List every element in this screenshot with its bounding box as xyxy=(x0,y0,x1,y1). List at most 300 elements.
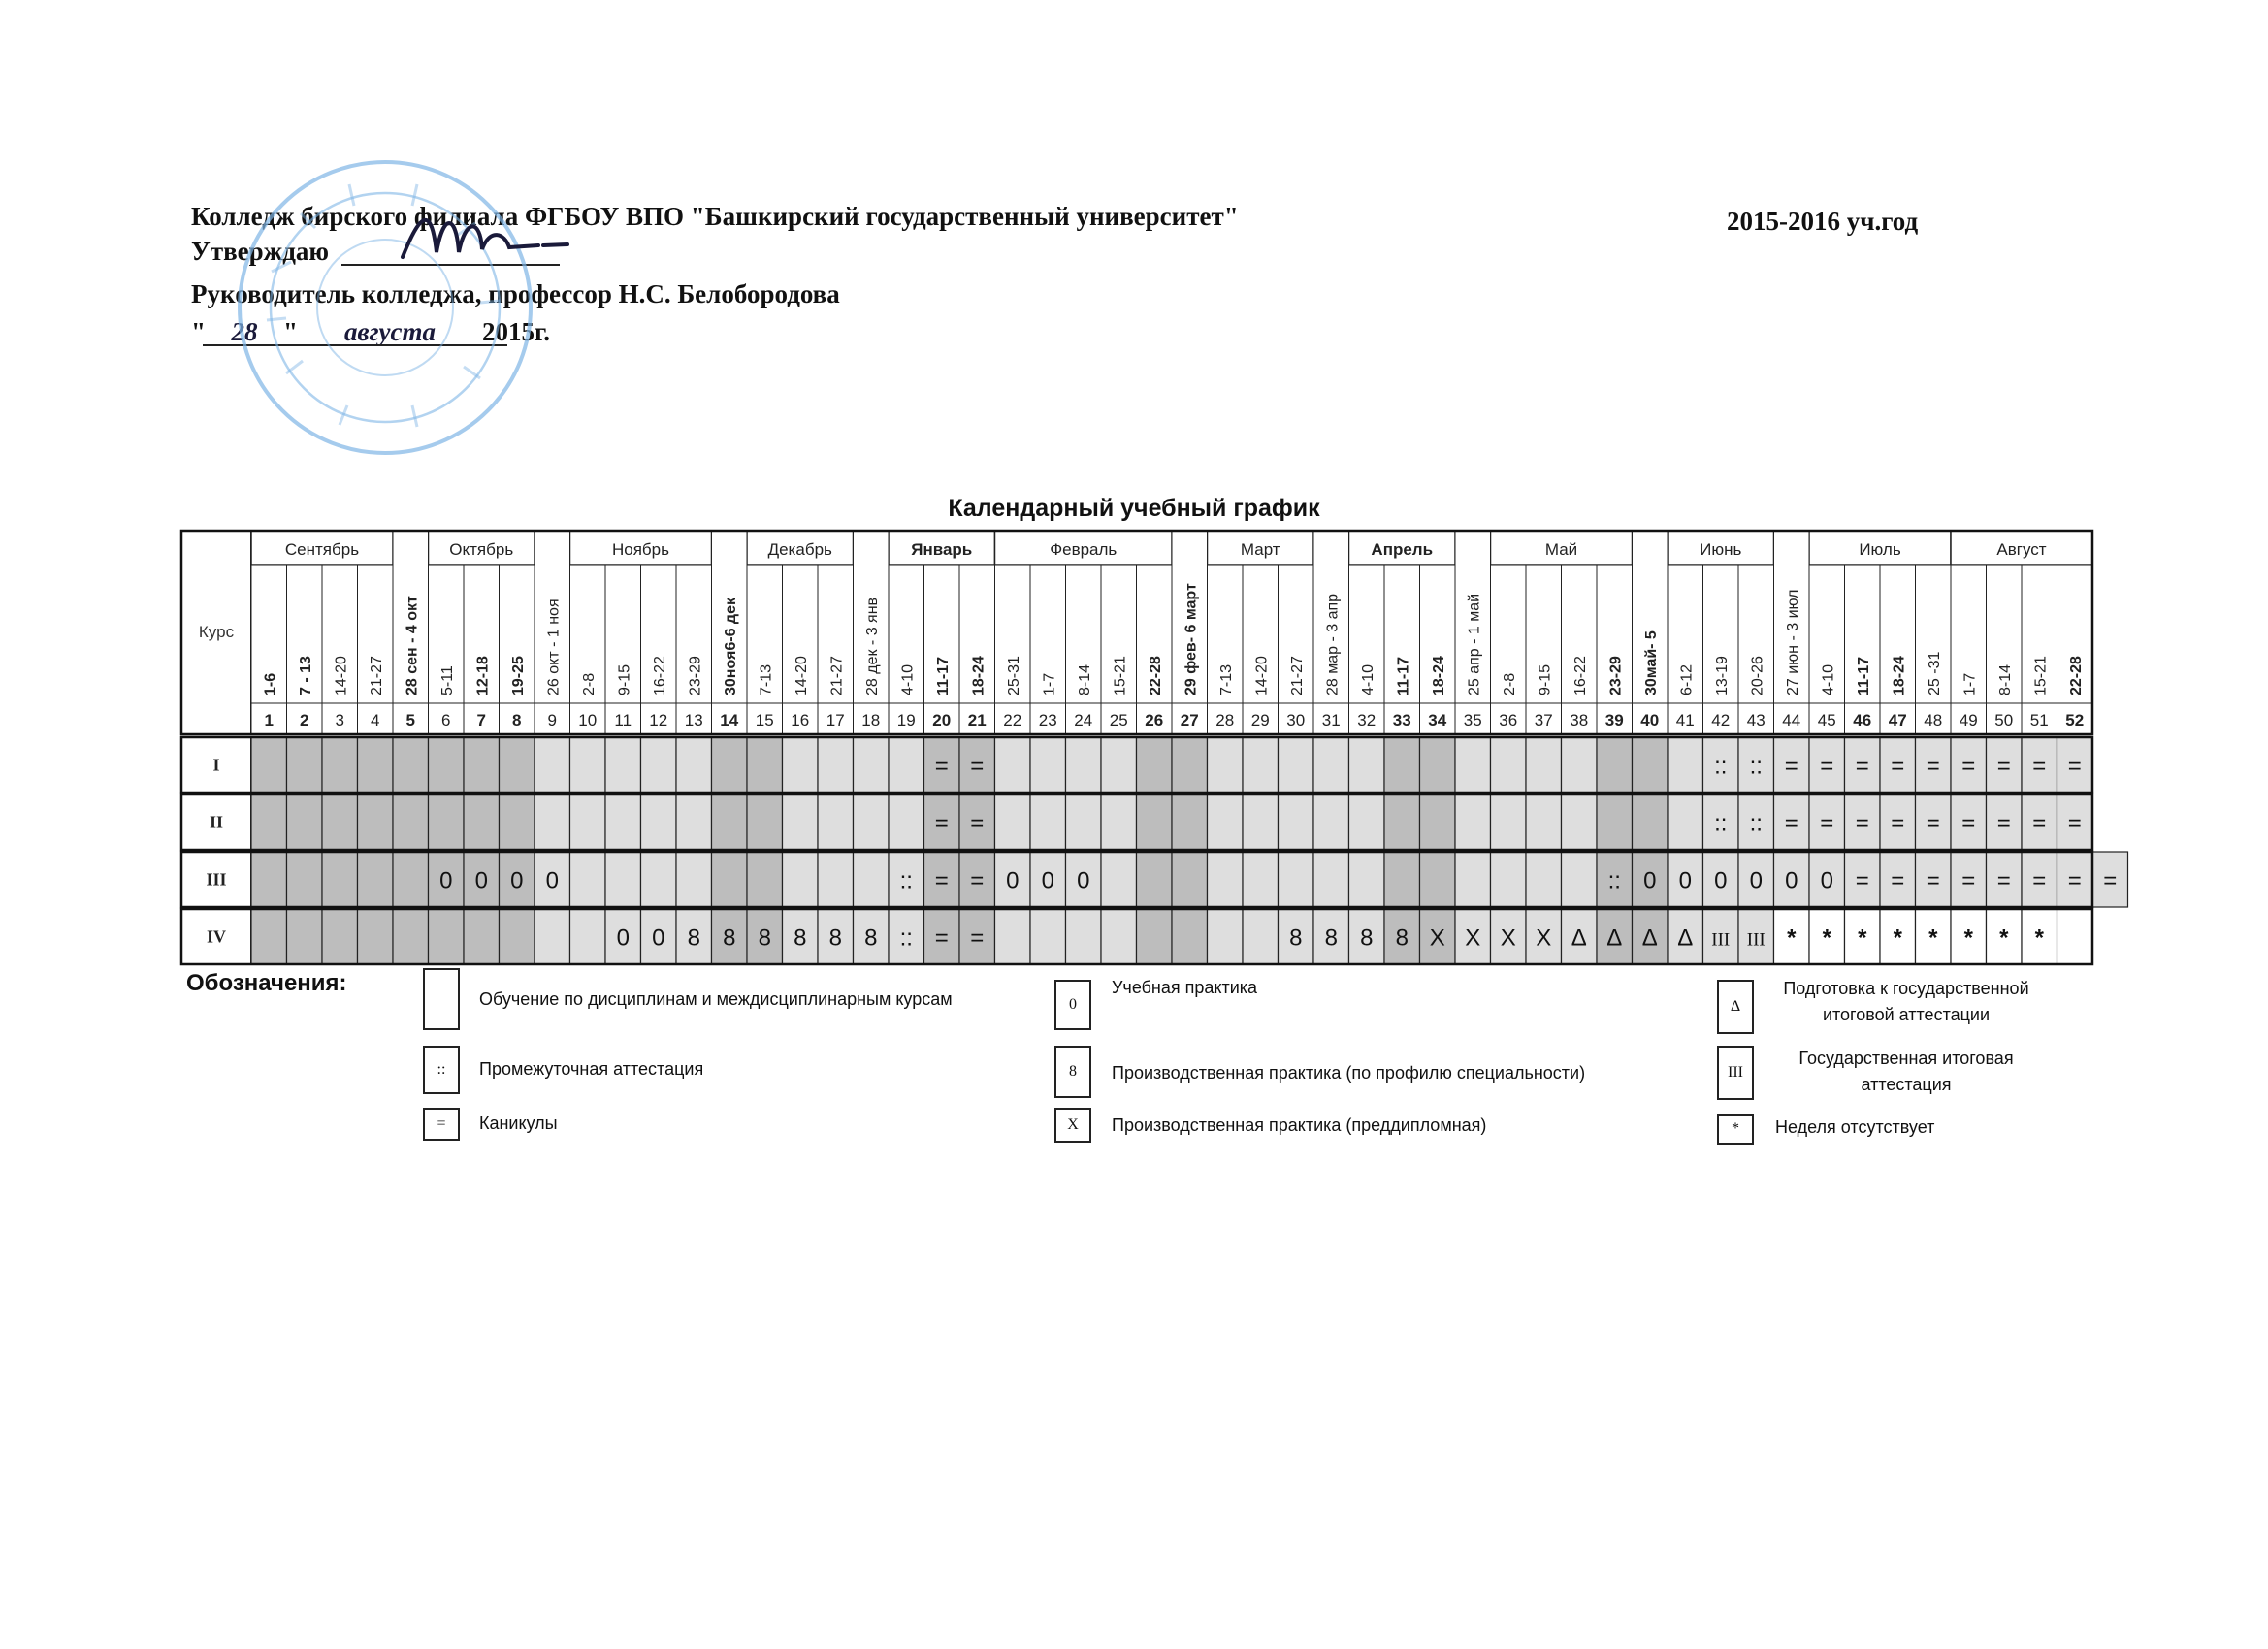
week-label: 5-11 xyxy=(438,665,456,695)
schedule-mark: X xyxy=(1465,924,1481,952)
legend-text-no-week: Неделя отсутствует xyxy=(1775,1117,1935,1137)
week-label: 2-8 xyxy=(580,672,598,695)
schedule-cell xyxy=(1137,852,1173,907)
week-label: 18-24 xyxy=(1430,656,1447,695)
schedule-cell xyxy=(605,794,641,850)
week-number: 8 xyxy=(512,711,522,729)
schedule-mark: 0 xyxy=(1077,867,1090,894)
legend-box-prediploma: X xyxy=(1054,1108,1091,1143)
week-number: 11 xyxy=(614,711,632,729)
schedule-cell xyxy=(1066,909,1102,964)
week-label: 9-15 xyxy=(1537,663,1554,695)
week-label: 7-13 xyxy=(1217,663,1235,695)
legend-box-industrial: 8 xyxy=(1054,1046,1091,1098)
schedule-cell xyxy=(464,737,500,792)
week-label: 18-24 xyxy=(970,656,988,695)
schedule-cell xyxy=(676,737,712,792)
schedule-mark: X xyxy=(1429,924,1445,952)
schedule-cell xyxy=(1384,852,1420,907)
schedule-cell xyxy=(251,737,287,792)
schedule-mark: * xyxy=(1822,924,1831,952)
schedule-mark: :: xyxy=(1607,867,1621,894)
schedule-cell xyxy=(995,737,1031,792)
schedule-grid-svg xyxy=(181,531,2118,954)
course-label: IV xyxy=(206,926,227,947)
schedule-cell xyxy=(322,737,358,792)
week-number: 29 xyxy=(1250,711,1270,729)
schedule-cell xyxy=(287,909,323,964)
schedule-cell xyxy=(570,737,606,792)
schedule-cell xyxy=(322,794,358,850)
schedule-mark: :: xyxy=(1749,753,1763,780)
week-number: 47 xyxy=(1888,711,1907,729)
week-label: 1-7 xyxy=(1041,672,1058,695)
schedule-cell xyxy=(1101,794,1137,850)
week-label: 25-31 xyxy=(1005,656,1022,695)
schedule-cell xyxy=(393,737,429,792)
schedule-mark: :: xyxy=(1714,753,1728,780)
schedule-cell xyxy=(1562,794,1598,850)
schedule-cell xyxy=(1668,737,1703,792)
week-label: 16-22 xyxy=(1571,656,1589,695)
schedule-cell xyxy=(1101,909,1137,964)
week-number: 32 xyxy=(1357,711,1377,729)
week-label: 15-21 xyxy=(1112,656,1129,695)
schedule-mark: = xyxy=(1891,810,1905,837)
schedule-mark: 0 xyxy=(1749,867,1763,894)
schedule-cell xyxy=(676,852,712,907)
schedule-cell xyxy=(287,794,323,850)
schedule-cell xyxy=(1562,737,1598,792)
schedule-cell xyxy=(1243,737,1279,792)
schedule-cell xyxy=(429,909,465,964)
schedule-mark: = xyxy=(1961,810,1976,837)
schedule-cell xyxy=(641,737,677,792)
schedule-mark: = xyxy=(1926,867,1940,894)
schedule-cell xyxy=(818,794,854,850)
schedule-mark: = xyxy=(1820,753,1834,780)
week-label: 4-10 xyxy=(1359,663,1377,695)
schedule-cell xyxy=(1137,737,1173,792)
week-label: 30май- 5 xyxy=(1642,630,1660,695)
week-label: 27 июн - 3 июл xyxy=(1784,589,1801,695)
schedule-mark: = xyxy=(934,867,949,894)
schedule-cell xyxy=(641,794,677,850)
week-number: 4 xyxy=(371,711,380,729)
week-number: 38 xyxy=(1570,711,1589,729)
week-number: 40 xyxy=(1640,711,1660,729)
legend-box-practice: 0 xyxy=(1054,980,1091,1030)
schedule-cell xyxy=(1208,909,1244,964)
month-label: Ноябрь xyxy=(612,540,669,559)
week-number: 3 xyxy=(335,711,344,729)
schedule-mark: = xyxy=(2032,753,2047,780)
schedule-mark: * xyxy=(1963,924,1973,952)
course-label: II xyxy=(209,812,224,832)
schedule-cell xyxy=(1633,794,1669,850)
schedule-mark: = xyxy=(934,924,949,952)
schedule-mark: = xyxy=(1961,867,1976,894)
schedule-cell xyxy=(287,852,323,907)
legend-text-interim: Промежуточная аттестация xyxy=(479,1059,704,1079)
week-number: 1 xyxy=(264,711,274,729)
schedule-cell xyxy=(358,909,394,964)
schedule-cell xyxy=(1279,737,1314,792)
schedule-cell xyxy=(322,852,358,907)
schedule-cell xyxy=(500,737,535,792)
schedule-mark: 0 xyxy=(1041,867,1054,894)
week-label: 9-15 xyxy=(616,663,633,695)
schedule-cell xyxy=(570,909,606,964)
week-number: 16 xyxy=(791,711,810,729)
schedule-mark: = xyxy=(934,810,949,837)
schedule-mark: 0 xyxy=(1678,867,1692,894)
schedule-cell xyxy=(1172,909,1208,964)
week-number: 18 xyxy=(861,711,881,729)
schedule-cell xyxy=(1349,852,1385,907)
schedule-cell xyxy=(995,794,1031,850)
schedule-mark: = xyxy=(1784,810,1798,837)
schedule-mark: 8 xyxy=(1289,924,1303,952)
date-quote-open: " xyxy=(191,317,206,346)
schedule-cell xyxy=(1384,737,1420,792)
schedule-cell xyxy=(1172,794,1208,850)
schedule-mark: = xyxy=(1855,753,1869,780)
week-number: 5 xyxy=(405,711,415,729)
schedule-cell xyxy=(251,852,287,907)
legend-box-gia: III xyxy=(1717,1046,1754,1100)
week-label: 4-10 xyxy=(1820,663,1837,695)
week-number: 15 xyxy=(755,711,774,729)
week-label: 21-27 xyxy=(1288,656,1306,695)
schedule-cell xyxy=(570,852,606,907)
schedule-mark: 0 xyxy=(1820,867,1833,894)
week-label: 21-27 xyxy=(368,656,385,695)
schedule-cell xyxy=(358,852,394,907)
schedule-cell xyxy=(1420,794,1456,850)
schedule-mark: 0 xyxy=(616,924,630,952)
schedule-cell xyxy=(1491,794,1527,850)
week-label: 23-29 xyxy=(1607,656,1625,695)
schedule-cell xyxy=(1349,737,1385,792)
month-label: Сентябрь xyxy=(284,540,360,559)
legend-text-industrial: Производственная практика (по профилю специальности) xyxy=(1112,1063,1586,1083)
legend-title: Обозначения: xyxy=(186,970,347,996)
schedule-mark: = xyxy=(1855,810,1869,837)
schedule-mark: * xyxy=(1787,924,1797,952)
schedule-cell xyxy=(287,737,323,792)
week-label: 1-6 xyxy=(262,672,279,695)
week-number: 35 xyxy=(1463,711,1482,729)
legend-text-holidays: Каникулы xyxy=(479,1114,558,1133)
schedule-mark: 0 xyxy=(545,867,559,894)
schedule-cell xyxy=(1030,737,1066,792)
schedule-cell xyxy=(1491,737,1527,792)
schedule-mark: :: xyxy=(899,924,913,952)
schedule-cell xyxy=(676,794,712,850)
schedule-cell xyxy=(1030,794,1066,850)
schedule-cell xyxy=(535,909,570,964)
schedule-mark: Δ xyxy=(1606,924,1623,952)
schedule-cell xyxy=(1526,737,1562,792)
week-label: 11-17 xyxy=(1395,656,1412,695)
schedule-mark: 8 xyxy=(864,924,878,952)
schedule-mark: = xyxy=(970,810,985,837)
schedule-cell xyxy=(747,737,783,792)
schedule-cell xyxy=(1526,852,1562,907)
schedule-cell xyxy=(393,794,429,850)
schedule-cell xyxy=(712,737,748,792)
schedule-mark: = xyxy=(1961,753,1976,780)
schedule-cell xyxy=(1313,852,1349,907)
legend-text-gia-prep-line2: итоговой аттестации xyxy=(1822,1005,1991,1024)
week-number: 6 xyxy=(441,711,451,729)
schedule-mark: = xyxy=(970,924,985,952)
schedule-cell xyxy=(747,794,783,850)
schedule-mark: = xyxy=(2067,867,2082,894)
schedule-mark: = xyxy=(2067,810,2082,837)
schedule-mark: = xyxy=(1926,753,1940,780)
week-number: 46 xyxy=(1853,711,1872,729)
schedule-cell xyxy=(429,794,465,850)
schedule-mark: 0 xyxy=(1643,867,1657,894)
week-number: 36 xyxy=(1499,711,1518,729)
month-label: Июнь xyxy=(1700,540,1742,559)
week-number: 48 xyxy=(1924,711,1943,729)
week-number: 19 xyxy=(896,711,916,729)
schedule-cell xyxy=(712,852,748,907)
schedule-mark: 0 xyxy=(510,867,524,894)
schedule-mark: III xyxy=(1746,929,1766,951)
schedule-cell xyxy=(1526,794,1562,850)
legend-box-gia-prep: Δ xyxy=(1717,980,1754,1034)
legend-box-study xyxy=(423,968,460,1030)
schedule-mark: 0 xyxy=(439,867,453,894)
month-label: Февраль xyxy=(1050,540,1118,559)
schedule-mark: 0 xyxy=(474,867,488,894)
schedule-cell xyxy=(605,852,641,907)
week-number: 31 xyxy=(1321,711,1341,729)
schedule-cell xyxy=(251,909,287,964)
schedule-cell xyxy=(1137,794,1173,850)
schedule-cell xyxy=(1420,852,1456,907)
schedule-mark: 8 xyxy=(794,924,807,952)
schedule-cell xyxy=(464,909,500,964)
week-number: 39 xyxy=(1604,711,1624,729)
legend-text-gia-prep-line1: Подготовка к государственной xyxy=(1783,979,2029,998)
week-number: 2 xyxy=(300,711,309,729)
schedule-cell xyxy=(393,852,429,907)
schedule-cell xyxy=(605,737,641,792)
schedule-cell xyxy=(1101,737,1137,792)
schedule-mark: * xyxy=(1999,924,2009,952)
schedule-cell xyxy=(783,737,819,792)
month-label: Октябрь xyxy=(449,540,514,559)
week-number: 23 xyxy=(1038,711,1057,729)
schedule-cell xyxy=(1455,794,1491,850)
schedule-cell xyxy=(1633,737,1669,792)
week-label: 25 апр - 1 май xyxy=(1466,593,1483,695)
schedule-mark: Δ xyxy=(1677,924,1694,952)
week-number: 50 xyxy=(1994,711,2014,729)
schedule-cell xyxy=(1455,852,1491,907)
week-label: 28 сен - 4 окт xyxy=(404,596,421,695)
schedule-mark: = xyxy=(1996,867,2011,894)
schedule-cell xyxy=(783,794,819,850)
schedule-mark: 8 xyxy=(1360,924,1374,952)
schedule-mark: 8 xyxy=(723,924,736,952)
month-label: Январь xyxy=(911,540,973,559)
schedule-cell xyxy=(854,794,890,850)
week-label: 30ноя6-6 дек xyxy=(722,598,739,695)
schedule-mark: 8 xyxy=(1324,924,1338,952)
week-number: 24 xyxy=(1074,711,1093,729)
legend-box-interim: :: xyxy=(423,1046,460,1094)
schedule-grid xyxy=(181,531,2118,954)
schedule-mark: = xyxy=(970,867,985,894)
schedule-mark: 0 xyxy=(1006,867,1020,894)
schedule-title: Календарный учебный график xyxy=(948,495,1320,522)
schedule-cell xyxy=(570,794,606,850)
schedule-cell xyxy=(889,737,924,792)
schedule-mark: 8 xyxy=(1395,924,1409,952)
week-label: 21-27 xyxy=(828,656,846,695)
week-label: 18-24 xyxy=(1891,656,1908,695)
week-label: 19-25 xyxy=(509,656,527,695)
schedule-cell xyxy=(1172,852,1208,907)
schedule-mark: = xyxy=(970,753,985,780)
week-number: 28 xyxy=(1215,711,1235,729)
week-number: 20 xyxy=(932,711,952,729)
schedule-mark: = xyxy=(1784,753,1798,780)
week-number: 33 xyxy=(1392,711,1411,729)
schedule-mark: 0 xyxy=(652,924,665,952)
director-line: Руководитель колледжа, профессор Н.С. Белобородова xyxy=(191,279,840,308)
schedule-cell xyxy=(1313,794,1349,850)
week-number: 34 xyxy=(1428,711,1447,729)
week-label: 4-10 xyxy=(899,663,917,695)
month-label: Декабрь xyxy=(767,540,832,559)
week-label: 14-20 xyxy=(333,656,350,695)
course-label: I xyxy=(212,755,220,775)
week-label: 8-14 xyxy=(1076,663,1093,695)
date-year: 2015г. xyxy=(482,317,550,346)
schedule-mark: * xyxy=(1858,924,1867,952)
week-label: 8-14 xyxy=(1996,663,2014,695)
schedule-mark: :: xyxy=(899,867,913,894)
schedule-cell xyxy=(1172,737,1208,792)
schedule-cell xyxy=(641,852,677,907)
week-label: 11-17 xyxy=(934,656,952,695)
schedule-cell xyxy=(535,794,570,850)
week-number: 30 xyxy=(1286,711,1306,729)
schedule-cell xyxy=(1030,909,1066,964)
schedule-cell xyxy=(429,737,465,792)
week-label: 6-12 xyxy=(1678,663,1696,695)
schedule-cell xyxy=(393,909,429,964)
schedule-cell xyxy=(464,794,500,850)
week-label: 2-8 xyxy=(1501,672,1518,695)
week-label: 11-17 xyxy=(1855,656,1872,695)
month-label: Август xyxy=(1996,540,2047,559)
legend-box-holidays: = xyxy=(423,1108,460,1141)
schedule-cell xyxy=(747,852,783,907)
schedule-cell xyxy=(251,794,287,850)
week-label: 23-29 xyxy=(687,656,704,695)
month-label: Июль xyxy=(1859,540,1901,559)
schedule-mark: X xyxy=(1536,924,1552,952)
month-label: Май xyxy=(1544,540,1578,559)
schedule-mark: * xyxy=(1893,924,1902,952)
week-label: 20-26 xyxy=(1749,656,1766,695)
week-label: 12-18 xyxy=(474,656,492,695)
schedule-cell xyxy=(1101,852,1137,907)
schedule-mark: III xyxy=(1711,929,1731,951)
schedule-cell xyxy=(818,737,854,792)
month-label: Апрель xyxy=(1371,540,1434,559)
week-label: 28 дек - 3 янв xyxy=(863,597,881,695)
schedule-cell xyxy=(535,737,570,792)
week-label: 26 окт - 1 ноя xyxy=(545,598,563,695)
week-number: 42 xyxy=(1711,711,1731,729)
legend-text-study: Обучение по дисциплинам и междисциплинарным курсам xyxy=(479,989,953,1009)
schedule-cell xyxy=(1597,794,1633,850)
schedule-cell xyxy=(358,794,394,850)
schedule-cell xyxy=(995,909,1031,964)
schedule-cell xyxy=(1066,794,1102,850)
week-label: 25 -31 xyxy=(1926,651,1943,695)
schedule-cell xyxy=(1243,852,1279,907)
week-number: 10 xyxy=(578,711,598,729)
week-number: 44 xyxy=(1782,711,1801,729)
schedule-mark: = xyxy=(1820,810,1834,837)
schedule-cell xyxy=(1243,794,1279,850)
week-number: 43 xyxy=(1746,711,1766,729)
schedule-mark: 8 xyxy=(758,924,771,952)
schedule-mark: = xyxy=(1855,867,1869,894)
legend-text-practice: Учебная практика xyxy=(1112,978,1258,997)
week-number: 52 xyxy=(2065,711,2085,729)
schedule-cell xyxy=(1349,794,1385,850)
schedule-cell xyxy=(783,852,819,907)
schedule-mark: 8 xyxy=(687,924,700,952)
week-number: 17 xyxy=(826,711,845,729)
week-number: 41 xyxy=(1675,711,1695,729)
week-number: 7 xyxy=(476,711,486,729)
schedule-mark: 8 xyxy=(828,924,842,952)
schedule-mark: :: xyxy=(1714,810,1728,837)
course-header: Курс xyxy=(198,623,235,641)
schedule-cell xyxy=(1384,794,1420,850)
legend-text-gia-prep xyxy=(1770,976,2042,1028)
schedule-mark: = xyxy=(2032,867,2047,894)
week-label: 1-7 xyxy=(1961,672,1979,695)
legend-text-gia xyxy=(1770,1046,2042,1098)
schedule-cell xyxy=(854,737,890,792)
director-signature xyxy=(383,199,577,276)
schedule-cell xyxy=(1208,737,1244,792)
schedule-cell xyxy=(854,852,890,907)
schedule-mark: = xyxy=(2067,753,2082,780)
week-number: 51 xyxy=(2029,711,2049,729)
schedule-mark: :: xyxy=(1749,810,1763,837)
schedule-cell xyxy=(1243,909,1279,964)
schedule-mark: = xyxy=(1926,810,1940,837)
schedule-cell xyxy=(889,794,924,850)
schedule-mark: Δ xyxy=(1641,924,1658,952)
schedule-mark: 0 xyxy=(1714,867,1728,894)
date-day: 28 xyxy=(231,317,258,346)
